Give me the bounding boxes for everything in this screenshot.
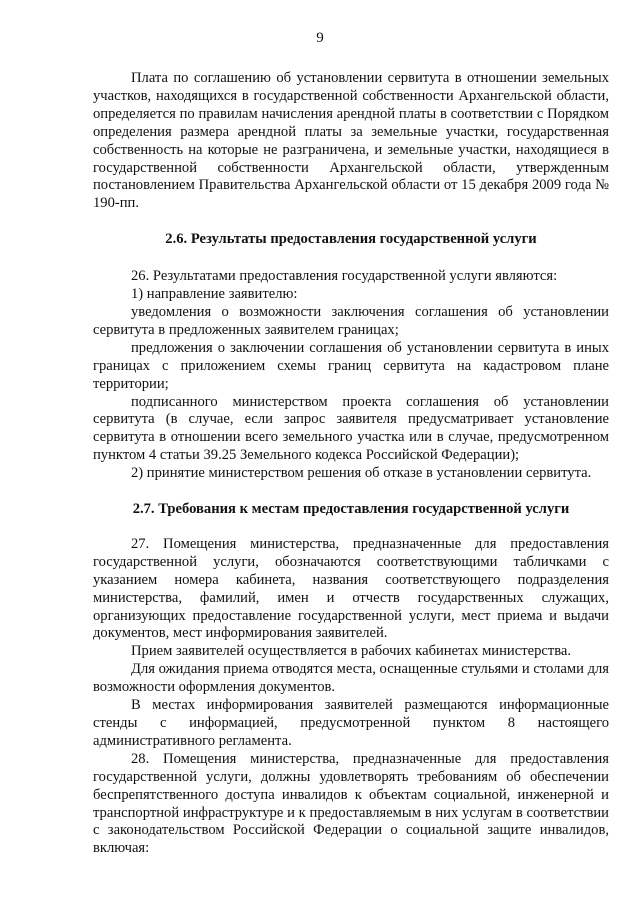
paragraph: Прием заявителей осуществляется в рабочих кабинетах министерства. xyxy=(131,643,572,660)
document-body xyxy=(93,70,609,858)
paragraph: 27. Помещения министерства, предназначенные для предоставления государственной услуги, обозначаются соответствующими табличками с указанием номера кабинета, названия соответствующего подразделения министерства, фамилий, имен и отчеств государственных служащих, организующих предоставление государственной услуги, мест приема и выдачи документов, мест информирования заявителей. xyxy=(93,535,609,642)
paragraph: предложения о заключении соглашения об установлении сервитута в иных границах с приложением схемы границ сервитута на кадастровом плане территории; xyxy=(93,339,609,392)
paragraph: 2) принятие министерством решения об отказе в установлении сервитута. xyxy=(131,465,592,482)
paragraph: уведомления о возможности заключения соглашения об установлении сервитута в предложенных заявителем границах; xyxy=(93,303,609,338)
page-number: 9 xyxy=(316,30,324,46)
section-heading-2-7: 2.7. Требования к местам предоставления государственной услуги xyxy=(132,501,570,518)
paragraph: подписанного министерством проекта соглашения об установлении сервитута (в случае, если запрос заявителя предусматривает установление сервитута в отношении всего земельного участка или в случае, предусмотренном пунктом 4 статьи 39.25 Земельного кодекса Российской Федерации); xyxy=(93,393,609,464)
section-heading-2-6: 2.6. Результаты предоставления государственной услуги xyxy=(165,231,537,248)
paragraph: 28. Помещения министерства, предназначенные для предоставления государственной услуги, должны удовлетворять требованиям об обеспечении беспрепятственного доступа инвалидов к объектам социальной, инженерной и транспортной инфраструктуре и к предоставляемым в них услугам в соответствии с законодательством Российской Федерации о социальной защите инвалидов, включая: xyxy=(93,750,609,857)
paragraph: Плата по соглашению об установлении сервитута в отношении земельных участков, находящихся в государственной собственности Архангельской области, определяется по правилам начисления арендной платы в соответствии с Порядком определения размера арендной платы за земельные участки, государственная собственность на которые не разграничена, и земельные участки, находящиеся в государственной собственности Архангельской области, утвержденным постановлением Правительства Архангельской области от 15 декабря 2009 года № 190-пп. xyxy=(93,70,609,212)
paragraph: Для ожидания приема отводятся места, оснащенные стульями и столами для возможности оформления документов. xyxy=(93,661,609,696)
paragraph: В местах информирования заявителей размещаются информационные стенды с информацией, предусмотренной пунктом 8 настоящего административного регламента. xyxy=(93,697,609,749)
paragraph: 26. Результатами предоставления государственной услуги являются: xyxy=(131,268,558,285)
paragraph: 1) направление заявителю: xyxy=(131,286,298,303)
